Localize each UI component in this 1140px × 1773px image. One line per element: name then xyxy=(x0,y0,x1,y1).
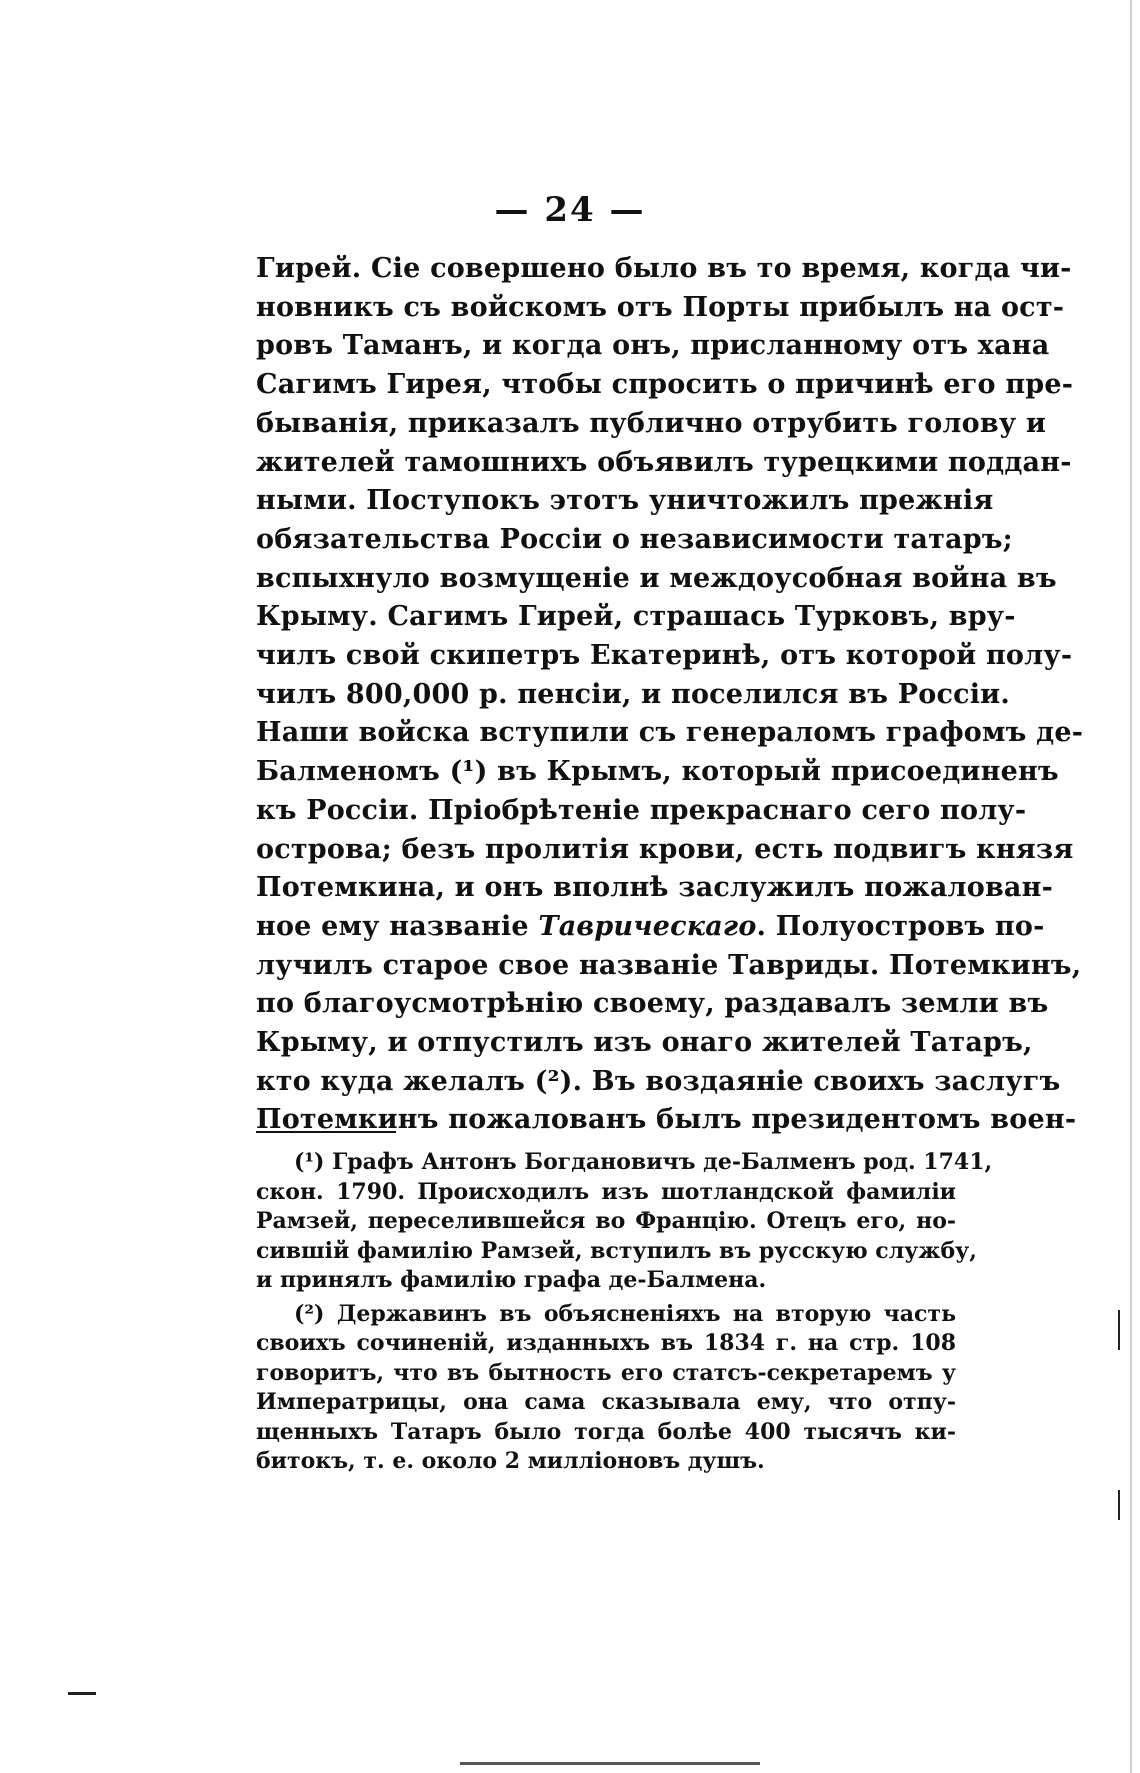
text-line: къ Россіи. Пріобрѣтеніе прекраснаго сего полу- xyxy=(256,794,1027,826)
main-text-block xyxy=(256,250,1084,1140)
text-line: новникъ съ войскомъ отъ Порты прибылъ на ост- xyxy=(256,291,1065,323)
italic-term: Таврическаго xyxy=(538,910,757,942)
footnote-1 xyxy=(256,1148,993,1296)
scan-artifact xyxy=(460,1762,760,1765)
footnote-line: битокъ, т. е. около 2 милліоновъ душъ. xyxy=(256,1448,765,1474)
text-line: Наши войска вступили съ генераломъ графомъ де- xyxy=(256,717,1084,749)
footnote-2 xyxy=(256,1300,956,1477)
text-line: по благоусмотрѣнію своему, раздавалъ земли въ xyxy=(256,988,1049,1020)
text-line: Балменомъ (¹) въ Крымъ, который присоединенъ xyxy=(256,756,1059,788)
footnote-divider xyxy=(256,1131,396,1133)
page-number: — 24 — xyxy=(494,190,646,230)
footnote-line: (²) Державинъ въ объясненіяхъ на вторую часть xyxy=(294,1300,956,1327)
footnote-line: своихъ сочиненій, изданныхъ въ 1834 г. на стр. 108 xyxy=(256,1330,956,1356)
text-line: Крыму. Сагимъ Гирей, страшась Турковъ, вру- xyxy=(256,601,1016,633)
text-line: Гирей. Сіе совершено было въ то время, когда чи- xyxy=(256,253,1072,284)
text-line: острова; безъ пролитія крови, есть подвигъ князя xyxy=(256,833,1074,865)
footnote-line: скон. 1790. Происходилъ изъ шотландской фамиліи xyxy=(256,1178,956,1205)
scan-edge-shadow xyxy=(1130,0,1132,1773)
footnotes-block xyxy=(256,1148,993,1481)
text-segment: . Полуостровъ по- xyxy=(756,910,1045,942)
footnote-line: сившій фамилію Рамзей, вступилъ въ русскую службу, xyxy=(256,1237,977,1264)
footnote-line: и принялъ фамилію графа де-Балмена. xyxy=(256,1267,767,1293)
footnote-line: (¹) Графъ Антонъ Богдановичъ де-Балменъ род. 1741, xyxy=(294,1149,993,1175)
text-line: Крыму, и отпустилъ изъ онаго жителей Татаръ, xyxy=(256,1027,1033,1059)
scan-artifact xyxy=(1118,1490,1120,1520)
text-line: обязательства Россіи о независимости татаръ; xyxy=(256,523,1013,555)
text-line: вспыхнуло возмущеніе и междоусобная война въ xyxy=(256,562,1057,594)
scan-artifact xyxy=(68,1692,96,1695)
text-line: чилъ 800,000 р. пенсіи, и поселился въ Россіи. xyxy=(256,678,1011,710)
text-line: кто куда желалъ (²). Въ воздаяніе своихъ заслугъ xyxy=(256,1065,1061,1097)
text-line: жителей тамошнихъ объявилъ турецкими поддан- xyxy=(256,446,1072,478)
footnote-line: щенныхъ Татаръ было тогда болѣе 400 тысячъ ки- xyxy=(256,1418,956,1445)
text-line: быванія, приказалъ публично отрубить голову и xyxy=(256,407,1047,439)
footnote-line: Рамзей, переселившейся во Францію. Отецъ его, но- xyxy=(256,1208,956,1234)
text-line: Сагимъ Гирея, чтобы спросить о причинѣ его пре- xyxy=(256,369,1074,401)
text-segment: ное ему названіе xyxy=(256,910,529,942)
scan-artifact xyxy=(1118,1310,1120,1350)
text-line: Потемкина, и онъ вполнѣ заслужилъ пожалован- xyxy=(256,872,1053,904)
text-line: ными. Поступокъ этотъ уничтожилъ прежнія xyxy=(256,485,994,517)
footnote-line: говоритъ, что въ бытность его статсъ-секретаремъ у xyxy=(256,1359,956,1386)
text-line: ровъ Таманъ, и когда онъ, присланному отъ хана xyxy=(256,330,1050,362)
text-line-with-italic xyxy=(256,908,1045,947)
text-line: лучилъ старое свое названіе Тавриды. Потемкинъ, xyxy=(256,949,1082,981)
footnote-line: Императрицы, она сама сказывала ему, что отпу- xyxy=(256,1389,956,1415)
text-line: Потемкинъ пожалованъ былъ президентомъ воен- xyxy=(256,1104,1077,1136)
text-line: чилъ свой скипетръ Екатеринѣ, отъ которой полу- xyxy=(256,640,1073,672)
